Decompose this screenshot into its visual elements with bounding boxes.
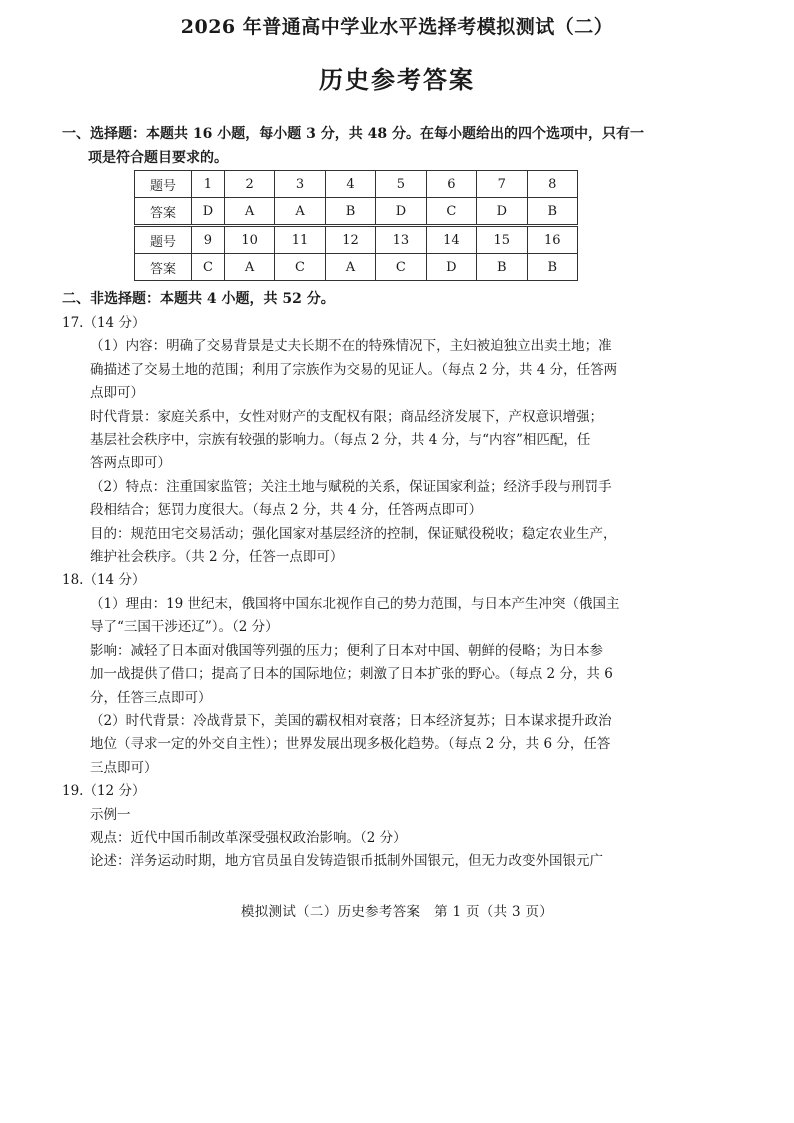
table-row-label: 题号 bbox=[135, 226, 192, 254]
table-cell: B bbox=[477, 254, 527, 281]
table-cell: B bbox=[527, 254, 578, 281]
question-heading: 17.（14 分） bbox=[62, 315, 146, 331]
table-cell: 11 bbox=[275, 226, 325, 254]
answer-line: 答两点即可） bbox=[90, 455, 171, 472]
answer-line: 点即可） bbox=[90, 385, 144, 402]
answer-body bbox=[62, 312, 662, 874]
answer-line: 时代背景：家庭关系中，女性对财产的支配权有限；商品经济发展下，产权意识增强； bbox=[90, 408, 603, 425]
question-heading: 19.（12 分） bbox=[62, 783, 146, 800]
answer-line: 影响：减轻了日本面对俄国等列强的压力；便利了日本对中国、朝鲜的侵略；为日本参 bbox=[90, 642, 603, 659]
table-cell: D bbox=[376, 198, 426, 226]
answer-line: 确描述了交易土地的范围；利用了宗族作为交易的见证人。（每点 2 分，共 4 分，任答两 bbox=[90, 361, 618, 378]
table-cell: 14 bbox=[426, 226, 476, 254]
table-cell: C bbox=[426, 198, 476, 226]
table-cell: D bbox=[192, 198, 225, 226]
answer-line: 段相结合；惩罚力度很大。（每点 2 分，共 4 分，任答两点即可） bbox=[90, 502, 483, 519]
table-cell: 3 bbox=[275, 171, 325, 198]
question-heading: 18.（14 分） bbox=[62, 572, 146, 589]
answer-line: 目的：规范田宅交易活动；强化国家对基层经济的控制，保证赋役税收；稳定农业生产， bbox=[90, 525, 617, 542]
table-cell: A bbox=[275, 198, 325, 226]
answer-line: 地位（寻求一定的外交自主性）；世界发展出现多极化趋势。（每点 2 分，共 6 分，任答 bbox=[90, 736, 611, 753]
table-row-label: 题号 bbox=[135, 171, 192, 198]
table-cell: 5 bbox=[376, 171, 426, 198]
answer-line: 三点即可） bbox=[90, 759, 158, 776]
answer-row-1 bbox=[135, 198, 578, 226]
table-cell: 6 bbox=[426, 171, 476, 198]
answer-line: （1）内容：明确了交易背景是丈夫长期不在的特殊情况下，主妇被迫独立出卖土地；准 bbox=[90, 338, 612, 355]
table-cell: C bbox=[192, 254, 225, 281]
section-multiple-choice-heading bbox=[62, 122, 752, 170]
section1-line1: 一、选择题：本题共 16 小题，每小题 3 分，共 48 分。在每小题给出的四个选项中，只有一 bbox=[62, 126, 644, 142]
question-number-row-2 bbox=[135, 226, 578, 254]
table-cell: D bbox=[426, 254, 476, 281]
answer-table bbox=[134, 170, 578, 281]
answer-line: 维护社会秩序。（共 2 分，任答一点即可） bbox=[90, 549, 344, 566]
table-cell: 12 bbox=[325, 226, 375, 254]
answer-line: 示例一 bbox=[90, 806, 131, 823]
question-number-row-1 bbox=[135, 171, 578, 198]
subject-title: 历史参考答案 bbox=[319, 65, 475, 94]
table-cell: 2 bbox=[224, 171, 274, 198]
table-row-label: 答案 bbox=[135, 254, 192, 281]
answer-line: 分，任答三点即可） bbox=[90, 689, 212, 706]
answer-line: 观点：近代中国币制改革深受强权政治影响。（2 分） bbox=[90, 829, 407, 846]
answer-row-2 bbox=[135, 254, 578, 281]
table-cell: 10 bbox=[224, 226, 274, 254]
table-cell: 16 bbox=[527, 226, 578, 254]
table-cell: 15 bbox=[477, 226, 527, 254]
table-cell: 9 bbox=[192, 226, 225, 254]
answer-line: （2）特点：注重国家监管；关注土地与赋税的关系，保证国家利益；经济手段与刑罚手 bbox=[90, 478, 612, 495]
table-cell: C bbox=[376, 254, 426, 281]
section-free-response-heading: 二、非选择题：本题共 4 小题，共 52 分。 bbox=[62, 291, 335, 307]
table-cell: 1 bbox=[192, 171, 225, 198]
table-cell: 13 bbox=[376, 226, 426, 254]
table-cell: 8 bbox=[527, 171, 578, 198]
table-cell: 4 bbox=[325, 171, 375, 198]
table-cell: B bbox=[527, 198, 578, 226]
answer-line: 论述：洋务运动时期，地方官员虽自发铸造银币抵制外国银元，但无力改变外国银元广 bbox=[90, 853, 603, 870]
answer-line: 导了“三国干涉还辽”）。（2 分） bbox=[90, 619, 279, 636]
table-cell: D bbox=[477, 198, 527, 226]
table-row-label: 答案 bbox=[135, 198, 192, 226]
answer-line: 基层社会秩序中，宗族有较强的影响力。（每点 2 分，共 4 分，与“内容”相匹配，任 bbox=[90, 432, 591, 449]
answer-line: （2）时代背景：冷战背景下，美国的霸权相对衰落；日本经济复苏；日本谋求提升政治 bbox=[90, 712, 612, 729]
table-cell: A bbox=[224, 254, 274, 281]
table-cell: B bbox=[325, 198, 375, 226]
exam-title: 2026 年普通高中学业水平选择考模拟测试（二） bbox=[180, 16, 614, 38]
table-cell: 7 bbox=[477, 171, 527, 198]
answer-line: 加一战提供了借口；提高了日本的国际地位；刺激了日本扩张的野心。（每点 2 分，共 6 bbox=[90, 666, 613, 683]
page-footer: 模拟测试（二）历史参考答案 第 1 页（共 3 页） bbox=[240, 904, 554, 920]
answer-line: （1）理由：19 世纪末，俄国将中国东北视作自己的势力范围，与日本产生冲突（俄国主 bbox=[90, 595, 620, 612]
table-cell: C bbox=[275, 254, 325, 281]
section1-line2: 项是符合题目要求的。 bbox=[88, 150, 228, 166]
table-cell: A bbox=[224, 198, 274, 226]
table-cell: A bbox=[325, 254, 375, 281]
